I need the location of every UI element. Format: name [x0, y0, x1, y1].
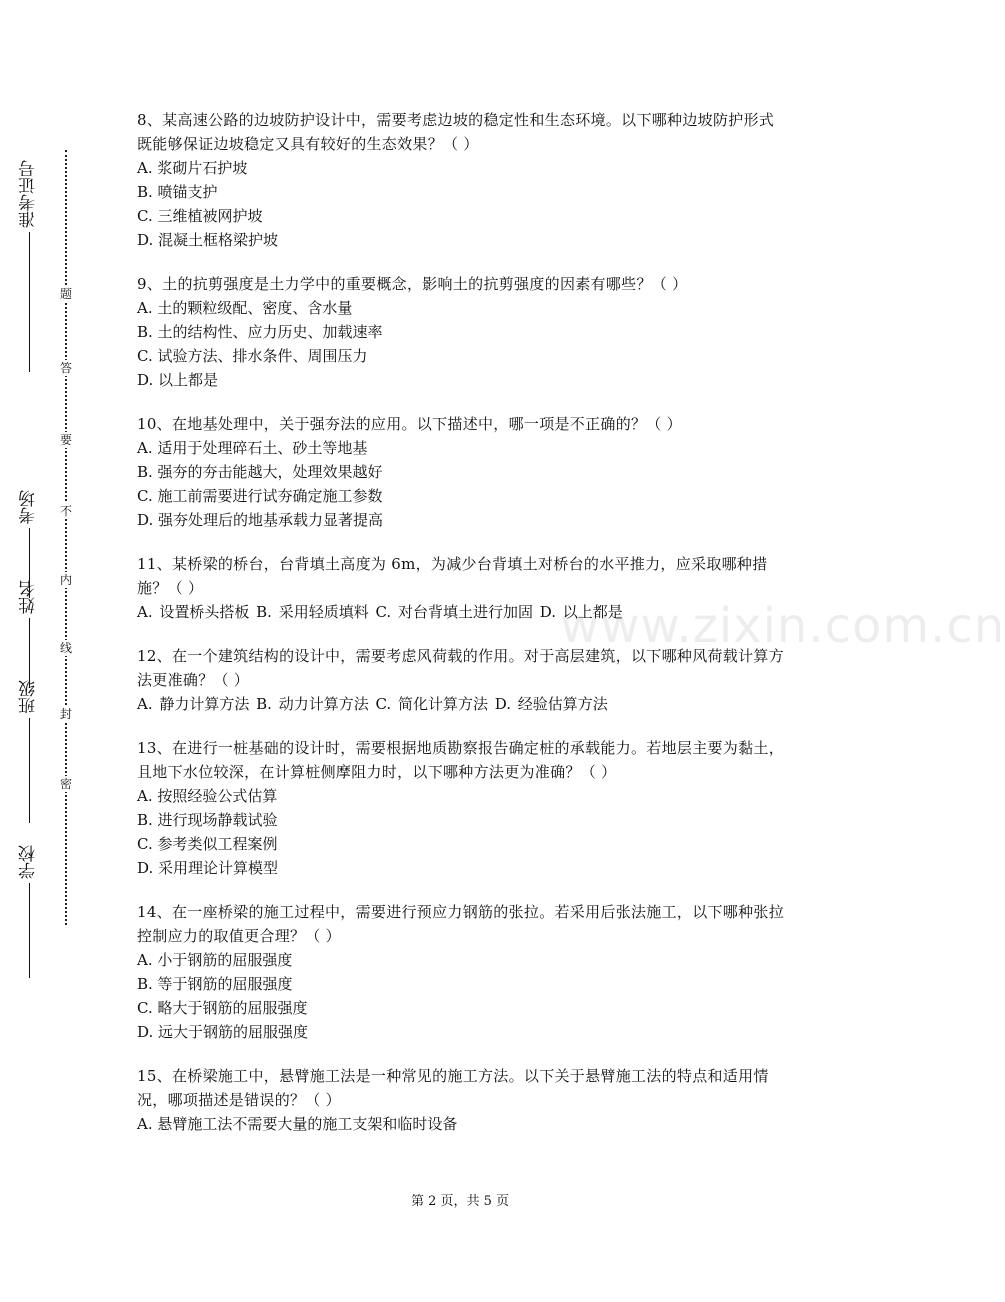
- option-a: A. 土的颗粒级配、密度、含水量: [137, 299, 353, 317]
- exam-number-field: [14, 160, 44, 372]
- question-text: 10、在地基处理中，关于强夯法的应用。以下描述中，哪一项是不正确的？（ ）: [137, 415, 682, 433]
- question-10: [137, 412, 787, 532]
- option-b: B. 喷锚支护: [137, 183, 218, 201]
- class-label: 班级: [18, 680, 39, 714]
- option-c: C. 略大于钢筋的屈服强度: [137, 999, 308, 1017]
- option-b: B. 强夯的夯击能越大，处理效果越好: [137, 463, 383, 481]
- option-c: C. 试验方法、排水条件、周围压力: [137, 347, 368, 365]
- question-text: 13、在进行一桩基础的设计时，需要根据地质勘察报告确定桩的承载能力。若地层主要为黏土，且地下水位较深，在计算桩侧摩阻力时，以下哪种方法更为准确？（ ）: [137, 739, 784, 781]
- options-inline: A. 静力计算方法 B. 动力计算方法 C. 简化计算方法 D. 经验估算方法: [137, 695, 608, 713]
- option-d: D. 采用理论计算模型: [137, 859, 279, 877]
- class-blank: [29, 718, 30, 823]
- question-text: 8、某高速公路的边坡防护设计中，需要考虑边坡的稳定性和生态环境。以下哪种边坡防护形式既能够保证边坡稳定又具有较好的生态效果？（ ）: [137, 111, 775, 153]
- option-b: B. 等于钢筋的屈服强度: [137, 975, 293, 993]
- option-d: D. 混凝土框格梁护坡: [137, 231, 279, 249]
- name-label: 姓名: [18, 580, 39, 614]
- question-13: [137, 736, 787, 880]
- option-c: C. 施工前需要进行试夯确定施工参数: [137, 487, 383, 505]
- seal-char: 内: [59, 573, 72, 587]
- binding-margin: [0, 0, 100, 1302]
- option-a: A. 悬臂施工法不需要大量的施工支架和临时设备: [137, 1115, 458, 1133]
- class-field: [14, 680, 44, 823]
- school-blank: [29, 883, 30, 978]
- option-b: B. 进行现场静载试验: [137, 811, 278, 829]
- question-9: [137, 272, 787, 392]
- question-15: [137, 1064, 787, 1136]
- exam-number-blank: [29, 232, 30, 372]
- question-text: 11、某桥梁的桥台，台背填土高度为 6m，为减少台背填土对桥台的水平推力，应采取哪种措施？（ ）: [137, 555, 768, 597]
- option-a: A. 浆砌片石护坡: [137, 159, 248, 177]
- watermark: www.zixin.com.cn: [560, 598, 1005, 654]
- question-text: 12、在一个建筑结构的设计中，需要考虑风荷载的作用。对于高层建筑，以下哪种风荷载计算方法更准确？（ ）: [137, 647, 784, 689]
- page-number: 第 2 页，共 5 页: [410, 1194, 510, 1209]
- seal-char: 不: [59, 504, 72, 518]
- question-8: [137, 108, 787, 252]
- options-inline: A. 设置桥头搭板 B. 采用轻质填料 C. 对台背填土进行加固 D. 以上都是: [137, 603, 623, 621]
- seal-dotted-line: [65, 150, 67, 925]
- name-blank: [29, 618, 30, 688]
- school-label: 学校: [18, 845, 39, 879]
- seal-char: 答: [59, 361, 72, 375]
- question-text: 15、在桥梁施工中，悬臂施工法是一种常见的施工方法。以下关于悬臂施工法的特点和适用情况，哪项描述是错误的？（ ）: [137, 1067, 769, 1109]
- seal-char: 封: [59, 707, 72, 721]
- option-c: C. 参考类似工程案例: [137, 835, 278, 853]
- question-12: [137, 644, 787, 716]
- name-field: [14, 580, 44, 688]
- option-a: A. 适用于处理碎石土、砂土等地基: [137, 439, 368, 457]
- option-b: B. 土的结构性、应力历史、加载速率: [137, 323, 383, 341]
- question-text: 9、土的抗剪强度是土力学中的重要概念，影响土的抗剪强度的因素有哪些？（ ）: [137, 275, 688, 293]
- school-field: [14, 845, 44, 978]
- exam-room-label: 考场: [18, 490, 39, 524]
- seal-char: 密: [59, 777, 72, 791]
- seal-char: 线: [59, 641, 72, 655]
- question-14: [137, 900, 787, 1044]
- option-d: D. 强夯处理后的地基承载力显著提高: [137, 511, 384, 529]
- option-c: C. 三维植被网护坡: [137, 207, 263, 225]
- option-a: A. 小于钢筋的屈服强度: [137, 951, 293, 969]
- option-d: D. 远大于钢筋的屈服强度: [137, 1023, 309, 1041]
- seal-char: 要: [59, 433, 72, 447]
- seal-char: 题: [59, 287, 72, 301]
- exam-number-label: 准考证号: [18, 160, 39, 228]
- option-a: A. 按照经验公式估算: [137, 787, 278, 805]
- question-text: 14、在一座桥梁的施工过程中，需要进行预应力钢筋的张拉。若采用后张法施工，以下哪种张拉控制应力的取值更合理？（ ）: [137, 903, 784, 945]
- option-d: D. 以上都是: [137, 371, 219, 389]
